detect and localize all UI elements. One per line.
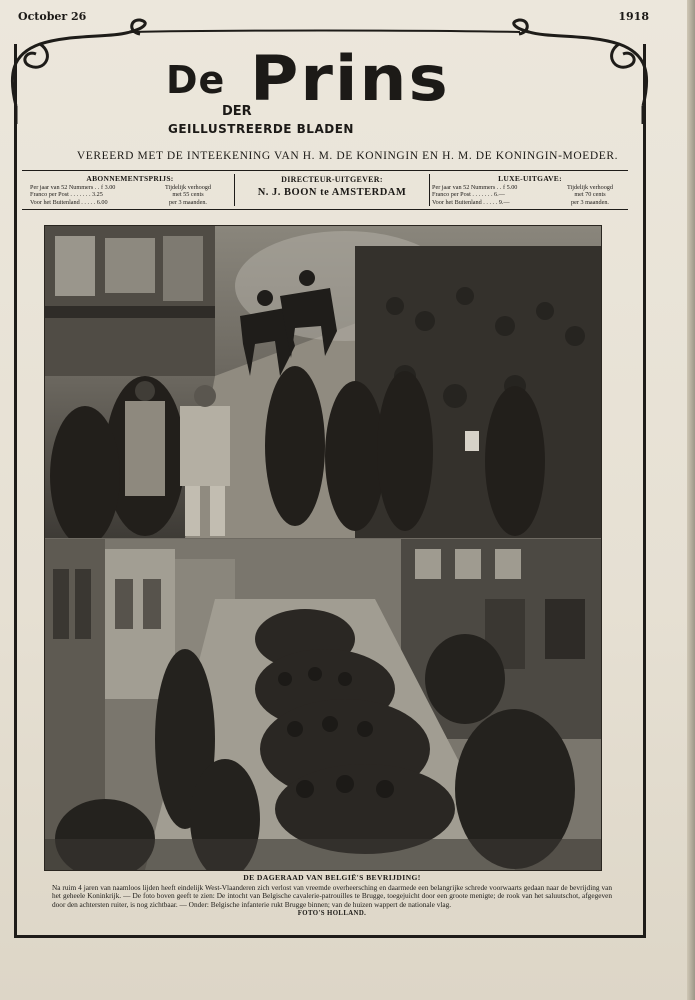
cavalry-photo [45, 226, 601, 538]
photo-caption [52, 873, 612, 917]
subscription-heading: ABONNEMENTSPRIJS: [86, 174, 174, 183]
price-line: Per jaar van 52 Nummers . . f 5.00 [432, 184, 518, 191]
price-note: met 70 cents [574, 191, 606, 199]
price-line: Franco per Post . . . . . . . 6.— [432, 191, 505, 199]
issue-date: October 26 [18, 10, 87, 23]
caption-body: Na ruim 4 jaren van naamloos lijden heeft eindelijk West-Vlaanderen zich verlost van vreemde overheersching en daarmede een belangrijke schrede voorwaarts gedaan naar de bevrijding van het geheele Koninkrijk. — De foto boven geeft te zien: De intocht van Belgische cavalerie-patrouilles te Brugge, toegejuicht door een groote menigte; de rook van het saluutschot, afgegeven door den achtersten ruiter, is nog zichtbaar. — Onder: Belgische infanterie rukt Brugge binnen; van de huizen wappert de nationale vlag. [52, 883, 612, 909]
masthead [0, 40, 695, 150]
publisher-info [234, 174, 430, 206]
masthead-title: Prins [250, 41, 450, 116]
masthead-subtitle: GEILLUSTREERDE BLADEN [168, 122, 354, 136]
luxury-edition-prices [432, 174, 628, 206]
price-line: Voor het Buitenland . . . . . 9.— [432, 198, 510, 206]
price-note: Tijdelijk verhoogd [566, 184, 613, 191]
price-note: per 3 maanden. [571, 198, 609, 206]
price-note: Tijdelijk verhoogd [164, 184, 211, 191]
price-line: Franco per Post . . . . . . . 3.25 [30, 191, 103, 199]
photo-panel [44, 225, 602, 871]
masthead-title-de: De [166, 58, 226, 102]
subscription-prices [30, 174, 230, 206]
publisher-heading: DIRECTEUR-UITGEVER: [281, 175, 383, 184]
photo-credit: FOTO'S HOLLAND. [297, 909, 367, 917]
royal-patronage-line: VEREERD MET DE INTEEKENING VAN H. M. DE KONINGIN EN H. M. DE KONINGIN-MOEDER. [76, 150, 619, 162]
publisher-name: N. J. BOON te AMSTERDAM [257, 187, 407, 198]
price-note: per 3 maanden. [169, 198, 207, 206]
luxury-heading: LUXE-UITGAVE: [498, 174, 562, 183]
price-line: Per jaar van 52 Nummers . . f 3.00 [30, 184, 116, 191]
masthead-der: DER [222, 104, 252, 119]
price-line: Voor het Buitenland . . . . . 6.00 [30, 198, 108, 206]
price-note: met 55 cents [172, 191, 204, 199]
subscription-info-bar [22, 170, 628, 210]
infantry-photo [45, 539, 601, 870]
issue-year: 1918 [618, 10, 649, 23]
caption-title: DE DAGERAAD VAN BELGIË'S BEVRIJDING! [243, 873, 421, 882]
